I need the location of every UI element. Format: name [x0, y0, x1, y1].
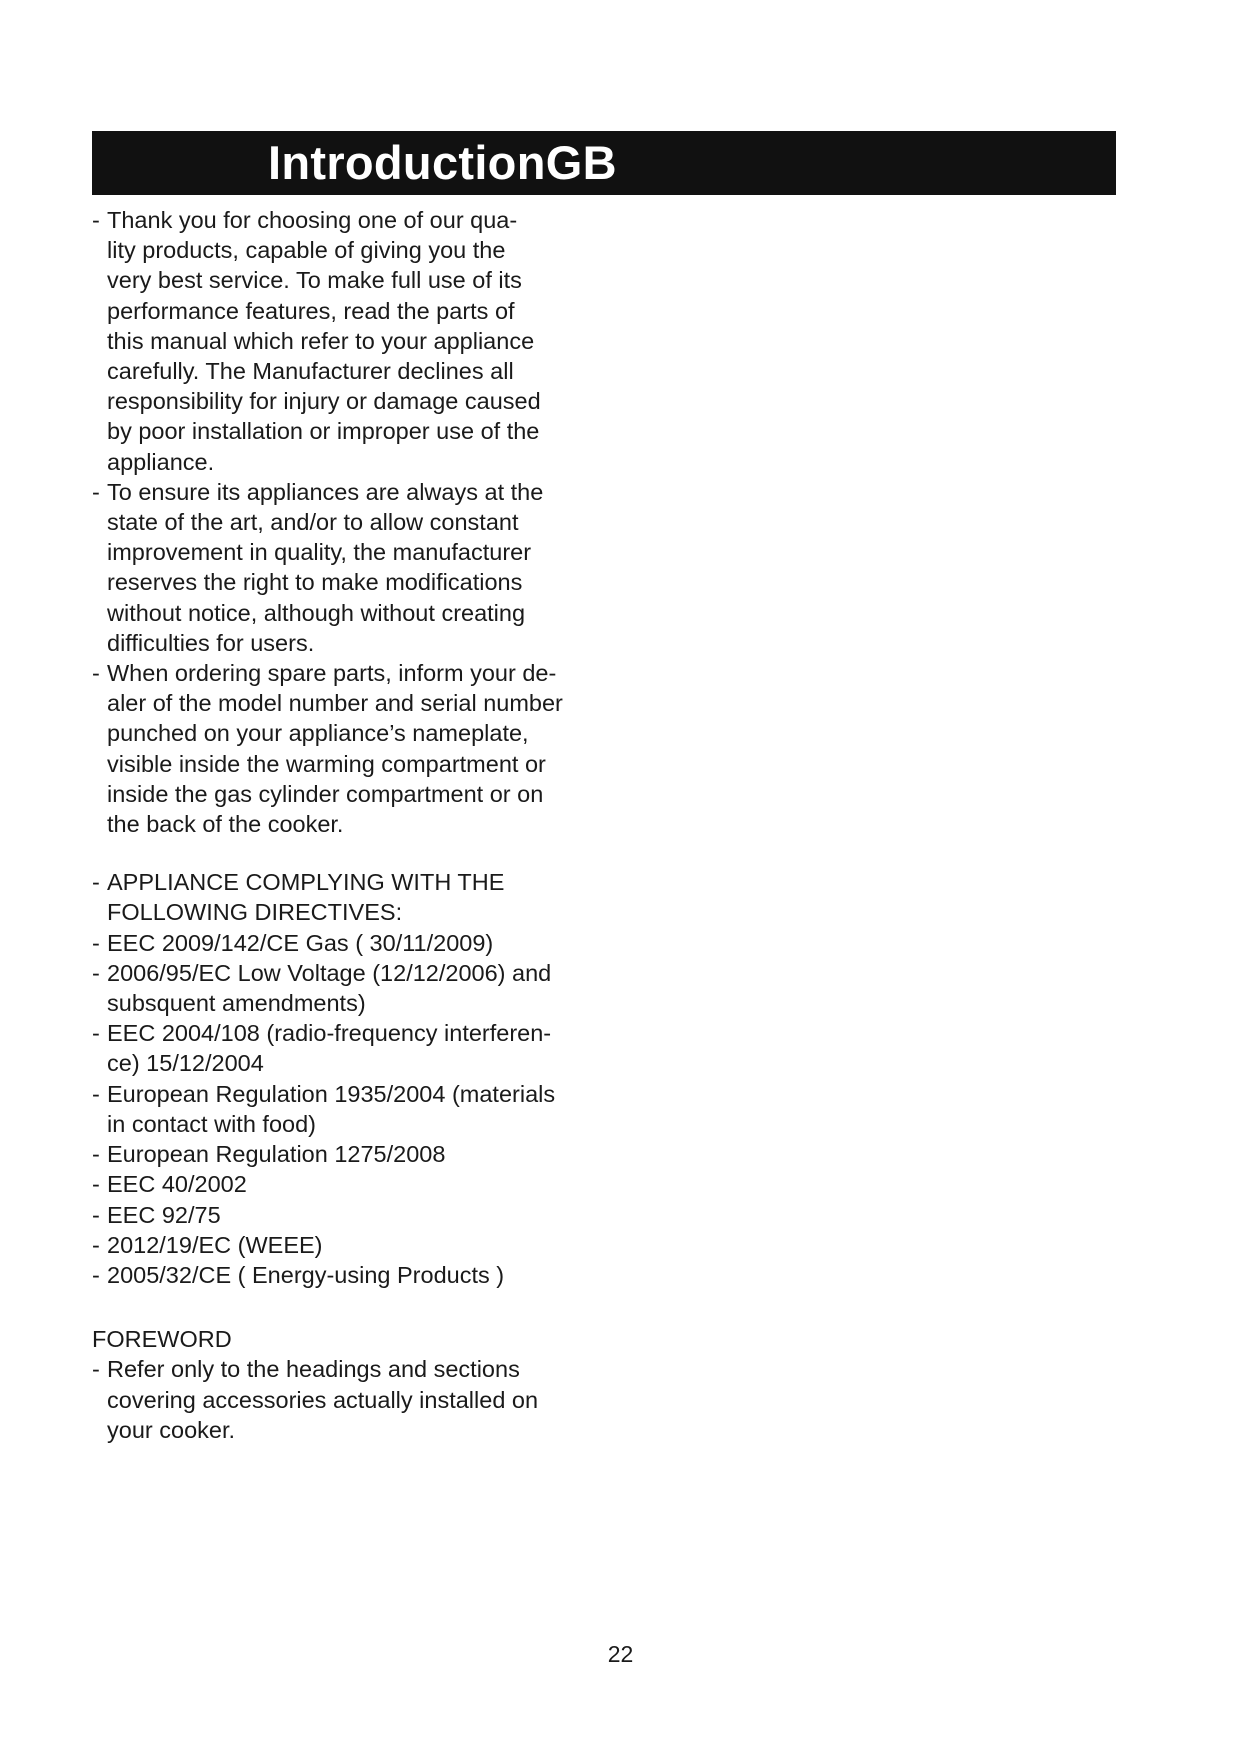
list-item	[92, 867, 612, 927]
list-item	[92, 658, 612, 839]
directive-text: 2012/19/EC (WEEE)	[107, 1231, 323, 1258]
title-bar	[92, 131, 1116, 195]
list-marker: -	[92, 1141, 100, 1168]
list-item	[92, 205, 612, 477]
body-text	[92, 205, 612, 1445]
list-item	[92, 1079, 612, 1139]
list-marker: -	[92, 929, 100, 956]
list-marker: -	[92, 1171, 100, 1198]
paragraph-text: When ordering spare parts, inform your de- aler of the model number and serial number punched on your appliance’s nameplate, visible inside the warming compartment or inside the gas cylinder compartment or on the back of the cooker.	[107, 660, 563, 838]
list-item	[92, 958, 612, 1018]
directive-text: 2006/95/EC Low Voltage (12/12/2006) and subsquent amendments)	[107, 959, 552, 1017]
spacer	[92, 839, 612, 867]
spacer	[92, 1290, 612, 1324]
page-number: 22	[607, 1641, 634, 1667]
directive-text: EEC 40/2002	[107, 1171, 247, 1198]
directive-text: EEC 2009/142/CE Gas ( 30/11/2009)	[107, 929, 494, 956]
paragraph-text: Refer only to the headings and sections covering accessories actually installed on your cooker.	[107, 1356, 539, 1443]
list-item	[92, 477, 612, 658]
list-marker: -	[92, 1201, 100, 1228]
list-item	[92, 928, 612, 958]
list-item	[92, 1230, 612, 1260]
list-item	[92, 1354, 612, 1445]
list-marker: -	[92, 1080, 100, 1107]
list-item	[92, 1139, 612, 1169]
paragraph-text: To ensure its appliances are always at the state of the art, and/or to allow constant improvement in quality, the manufacturer reserves the right to make modifications without notice, although without creating difficulties for users.	[107, 478, 544, 656]
list-item	[92, 1260, 612, 1290]
intro-section	[92, 205, 612, 839]
list-marker: -	[92, 1261, 100, 1288]
directive-text: 2005/32/CE ( Energy-using Products )	[107, 1261, 505, 1288]
paragraph-text: Thank you for choosing one of our qua- lity products, capable of giving you the very best service. To make full use of its performance features, read the parts of this manual which refer to your appliance carefully. The Manufacturer declines all responsibility for injury or damage caused by poor installation or improper use of the appliance.	[107, 207, 541, 475]
list-marker: -	[92, 660, 100, 687]
list-marker: -	[92, 1356, 100, 1383]
directive-text: APPLIANCE COMPLYING WITH THE FOLLOWING DIRECTIVES:	[107, 869, 505, 926]
list-item	[92, 1018, 612, 1078]
directive-text: EEC 92/75	[107, 1201, 221, 1228]
directives-section	[92, 867, 612, 1290]
list-marker: -	[92, 478, 100, 505]
foreword-section	[92, 1324, 612, 1445]
section-heading: FOREWORD	[92, 1326, 232, 1353]
list-marker: -	[92, 869, 100, 896]
directive-text: European Regulation 1935/2004 (materials in contact with food)	[107, 1080, 556, 1137]
directive-text: EEC 2004/108 (radio-frequency interferen- ce) 15/12/2004	[107, 1020, 552, 1077]
list-marker: -	[92, 1231, 100, 1258]
list-item	[92, 1169, 612, 1199]
list-item	[92, 1200, 612, 1230]
list-marker: -	[92, 1020, 100, 1047]
list-marker: -	[92, 207, 100, 233]
list-marker: -	[92, 959, 100, 986]
page-title: IntroductionGB	[268, 136, 617, 189]
directive-text: European Regulation 1275/2008	[107, 1141, 446, 1168]
